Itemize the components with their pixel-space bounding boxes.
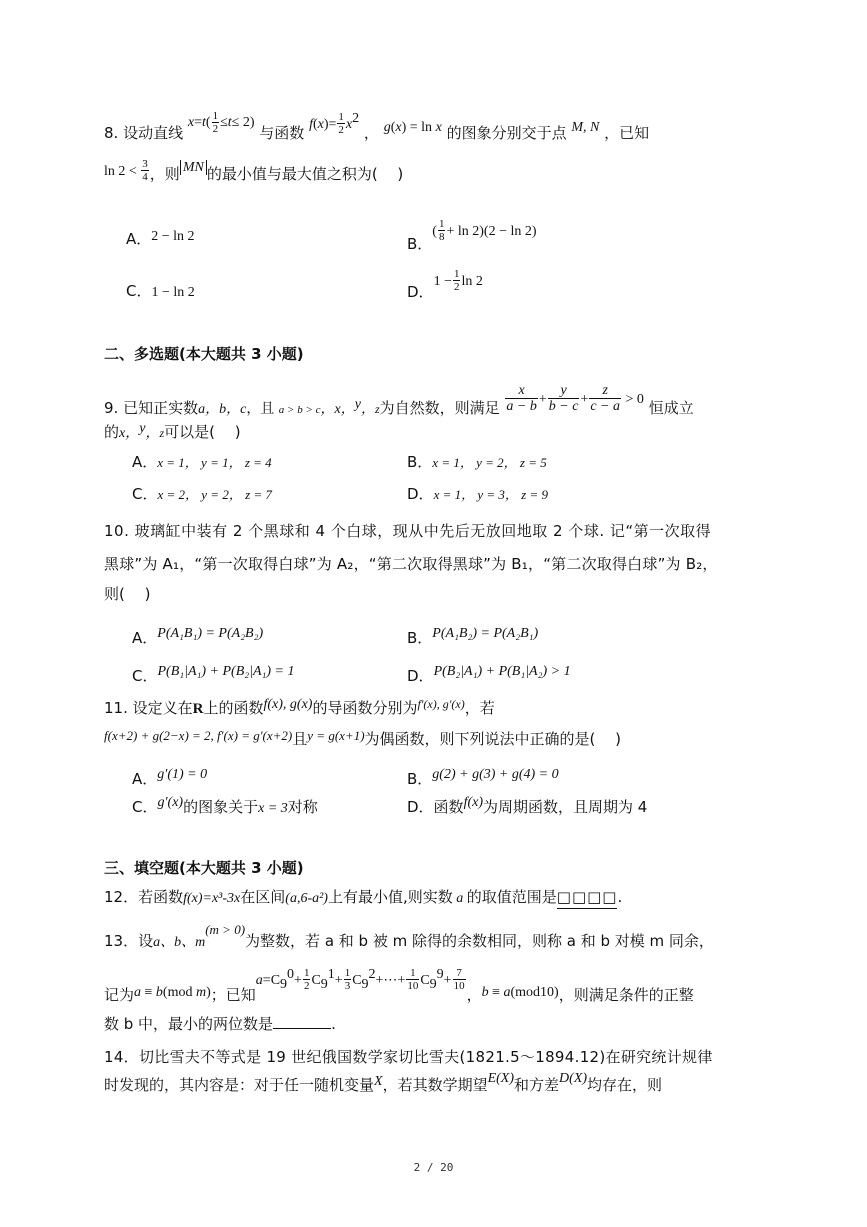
q10-stem-line3: 则( ) [104,585,151,603]
q12-stem: 12．若函数f(x)=x³-3x在区间(a,6-a²)上有最小值,则实数 a 的取值范围是□□□□. [104,886,622,910]
q9-stem-line1: 9. 已知正实数a，b，c，且 a > b > c，x，y，z为自然数，则满足 $\frac{x}{a - b}$ + $\frac{y}{b - c}$ + $\frac{z}{c - a}$ > 0 恒成立 [104,383,694,417]
q8-points: M, N [571,120,600,135]
q9-option-d[interactable]: D．x = 1， y = 3， z = 9 [407,485,548,503]
q9-option-c[interactable]: C．x = 2， y = 2， z = 7 [132,485,272,503]
q10-stem-line1: 10. 玻璃缸中装有 2 个黑球和 4 个白球，现从中先后无放回地取 2 个球. 记“第一次取得 [104,522,712,540]
q10-option-d[interactable]: D．P(B₂|A₁) + P(B₁|A₂) > 1 [407,664,571,685]
q13-b-congruence: b ≡ a(mod10) [481,985,559,1000]
q10-option-a-value: P(A₁B₁) = P(A₂B₂) [157,626,264,641]
q9-option-d-value: x = 1， y = 3， z = 9 [433,487,548,502]
q8-option-d[interactable]: D．1 − $\frac{1}{2}$ ln 2 [407,268,483,301]
q8-number: 8. 设动直线 [104,124,184,142]
q10-option-a[interactable]: A．P(A₁B₁) = P(A₂B₂) [132,626,264,647]
q11-option-c[interactable]: C．g′(x)的图象关于x = 3对称 [132,795,318,816]
q10-option-b-value: P(A₁B₂) = P(A₂B₁) [432,626,539,641]
q8-option-a[interactable]: A．2 − ln 2 [126,229,195,248]
q8-f-equation: f(x)= $\frac{1}{2}$ $x^2$ [309,111,360,136]
q10-stem-line2: 黑球”为 A₁，“第一次取得白球”为 A₂，“第二次取得黑球”为 B₁，“第二次取得白球”为 B₂， [104,555,718,573]
q8-option-a-value: 2 − ln 2 [151,229,195,244]
q9-option-c-value: x = 2， y = 2， z = 7 [157,487,272,502]
q13-stem-line2: 记为a ≡ b(mod m)；已知$a=C_9^0+$ $\frac{1}{2}$ $C_9^1+$ $\frac{1}{3}$ $C_9^2+\cdots+$ $\frac{1}{10}$ $C_9^9+$ $\frac{7}{10}$ ，b ≡ a(mod10)，则满足条件的正整 [104,967,694,1004]
q12-answer-blank[interactable]: □□□□ [557,886,618,909]
section-multiple-choice-title: 二、多选题(本大题共 3 小题) [104,345,304,363]
q13-stem-line1: 13．设a、b、m(m > 0)为整数，若 a 和 b 被 m 除得的余数相同，则称 a 和 b 对模 m 同余， [104,922,714,950]
q8-stem-line1: 8. 设动直线 x=t( $\frac{1}{2}$ ≤t≤ 2) 与函数 f(x)= $\frac{1}{2}$ $x^2$ ， g(x) = ln x 的图象分别交于点 M, N ，已知 [104,110,650,142]
q11-even-function: y = g(x+1) [307,728,365,743]
section-fill-blank-title: 三、填空题(本大题共 3 小题) [104,859,304,877]
q10-option-c[interactable]: C．P(B₁|A₁) + P(B₂|A₁) = 1 [132,664,295,685]
q9-option-b[interactable]: B．x = 1， y = 2， z = 5 [407,453,547,471]
q11-option-b[interactable]: B．g(2) + g(3) + g(4) = 0 [407,767,559,788]
q9-option-b-value: x = 1， y = 2， z = 5 [432,455,547,470]
q13-condition: (m > 0) [205,922,246,937]
q11-option-d[interactable]: D．函数f(x)为周期函数，且周期为 4 [407,795,648,816]
q10-option-c-value: P(B₁|A₁) + P(B₂|A₁) = 1 [157,664,295,679]
q13-sum: $a=C_9^0+$ $\frac{1}{2}$ $C_9^1+$ $\frac{1}{3}$ $C_9^2+\cdots+$ $\frac{1}{10}$ $C_9^9+$ $\frac{7}{10}$ [255,967,465,992]
q9-variables: a，b，c，且 a > b > c，x，y，z [198,397,380,417]
q8-option-d-value: 1 − $\frac{1}{2}$ ln 2 [433,268,483,293]
q9-option-a-value: x = 1， y = 1， z = 4 [157,455,272,470]
q8-line-equation: x=t( $\frac{1}{2}$ ≤t≤ 2) [187,110,255,136]
q12-interval: (a,6-a²) [285,891,328,906]
q11-stem-line2: f(x+2) + g(2−x) = 2, f′(x) = g′(x+2)且y = g(x+1)为偶函数，则下列说法中正确的是( ) [104,728,622,748]
q13-answer-blank[interactable] [273,1014,331,1029]
q10-option-d-value: P(B₂|A₁) + P(B₁|A₂) > 1 [433,664,571,679]
q11-functions: f(x), g(x) [263,697,313,712]
q11-option-a-value: g′(1) = 0 [157,767,208,782]
q10-option-b[interactable]: B．P(A₁B₂) = P(A₂B₁) [407,626,539,647]
q9-option-a[interactable]: A．x = 1， y = 1， z = 4 [132,453,272,471]
q14-stem-line2: 时发现的，其内容是：对于任一随机变量X，若其数学期望E(X)和方差D(X)均存在，则 [104,1071,663,1094]
page-number: 2 / 20 [413,1161,454,1174]
q8-mn: MN [180,160,207,175]
q8-stem-line2: ln 2 < $\frac{3}{4}$ ，则 MN 的最小值与最大值之积为( ) [104,158,404,183]
q8-option-b-value: ( $\frac{1}{8}$ + ln 2)(2 − ln 2) [432,218,537,243]
q11-stem-line1: 11. 设定义在R上的函数f(x), g(x)的导函数分别为$^{f'(x), g'(x)}$，若 [104,697,495,717]
q11-real-set: R [192,701,204,717]
q12-function: f(x)=x³-3x [183,891,241,906]
q11-condition: f(x+2) + g(2−x) = 2, f′(x) = g′(x+2) [104,728,293,743]
q8-option-c-value: 1 − ln 2 [151,285,195,300]
q9-stem-line2: 的x，y，z可以是( ) [104,421,241,441]
q8-condition: ln 2 < $\frac{3}{4}$ [104,158,148,183]
q8-option-c[interactable]: C．1 − ln 2 [126,282,195,300]
q13-stem-line3: 数 b 中，最小的两位数是 . [104,1015,336,1033]
q14-stem-line1: 14．切比雪夫不等式是 19 世纪俄国数学家切比雪夫(1821.5～1894.12)在研究统计规律 [104,1048,713,1066]
q13-congruence: a ≡ b(mod m) [134,985,211,1000]
q9-xyz: x，y，z [119,421,165,441]
q11-option-a[interactable]: A．g′(1) = 0 [132,767,208,788]
q9-inequality: $\frac{x}{a - b}$ + $\frac{y}{b - c}$ + $\frac{z}{c - a}$ > 0 [506,383,644,414]
q8-option-b[interactable]: B．( $\frac{1}{8}$ + ln 2)(2 − ln 2) [407,218,537,253]
q11-derivatives: f′(x), g′(x) [417,697,465,711]
q11-option-b-value: g(2) + g(3) + g(4) = 0 [432,767,559,782]
q8-g-equation: g(x) = ln x [383,120,442,135]
